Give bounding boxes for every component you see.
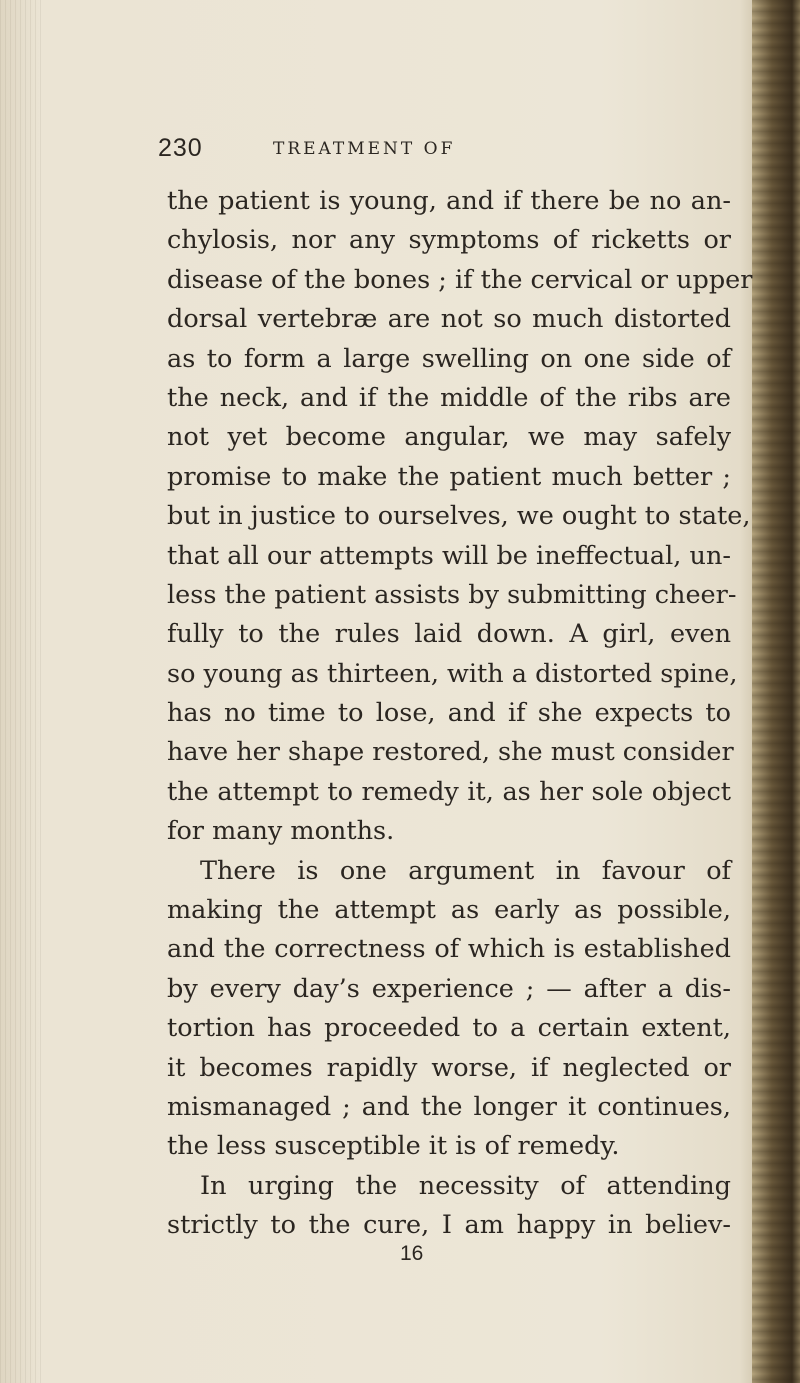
text-line: have her shape restored, she must consider bbox=[167, 737, 734, 768]
text-line: promise to make the patient much better ; bbox=[167, 461, 731, 492]
text-line: mismanaged ; and the longer it continues, bbox=[167, 1091, 731, 1122]
paragraph-start-line: In urging the necessity of attending bbox=[200, 1170, 731, 1201]
text-line: that all our attempts will be ineffectual, un- bbox=[167, 540, 731, 571]
text-line: has no time to lose, and if she expects to bbox=[167, 698, 731, 729]
paragraph-start-line: There is one argument in favour of bbox=[200, 855, 731, 886]
text-line: strictly to the cure, I am happy in believ- bbox=[167, 1210, 731, 1241]
text-line: the neck, and if the middle of the ribs are bbox=[167, 382, 731, 413]
text-line: dorsal vertebræ are not so much distorted bbox=[167, 304, 731, 335]
text-line: making the attempt as early as possible, bbox=[167, 895, 731, 926]
text-line: but in justice to ourselves, we ought to state, bbox=[167, 501, 751, 532]
text-line: as to form a large swelling on one side of bbox=[167, 343, 731, 374]
text-line: less the patient assists by submitting cheer- bbox=[167, 579, 737, 610]
text-line: the less susceptible it is of remedy. bbox=[167, 1131, 620, 1162]
page-number: 230 bbox=[158, 134, 203, 162]
text-line: by every day’s experience ; — after a dis- bbox=[167, 973, 731, 1004]
left-binding-shadow bbox=[0, 0, 42, 1383]
text-line: disease of the bones ; if the cervical or upper bbox=[167, 264, 753, 295]
text-line: tortion has proceeded to a certain extent, bbox=[167, 1013, 731, 1044]
text-line: fully to the rules laid down. A girl, even bbox=[167, 619, 731, 650]
page-header bbox=[158, 134, 718, 174]
text-line: and the correctness of which is established bbox=[167, 934, 731, 965]
body-text bbox=[167, 182, 753, 1246]
text-line: not yet become angular, we may safely bbox=[167, 422, 731, 453]
text-line: chylosis, nor any symptoms of ricketts or bbox=[167, 225, 731, 256]
text-line: the patient is young, and if there be no an- bbox=[167, 186, 731, 216]
text-line: the attempt to remedy it, as her sole object bbox=[167, 776, 731, 807]
text-line: it becomes rapidly worse, if neglected or bbox=[167, 1052, 731, 1083]
right-page-edge bbox=[752, 0, 800, 1383]
running-head: TREATMENT OF bbox=[273, 139, 456, 159]
signature-mark: 16 bbox=[400, 1242, 424, 1265]
text-line: for many months. bbox=[167, 816, 395, 847]
text-line: so young as thirteen, with a distorted spine, bbox=[167, 658, 738, 689]
